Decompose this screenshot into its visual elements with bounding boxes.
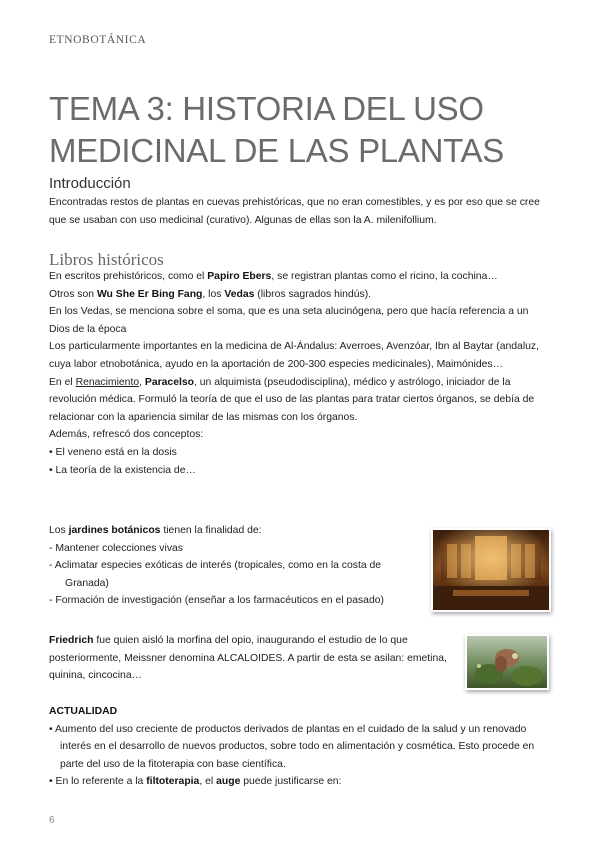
libros-p2: Otros son Wu She Er Bing Fang, los Vedas (libros sagrados hindús). bbox=[49, 288, 372, 300]
jardines-intro: Los jardines botánicos tienen la finalidad de: bbox=[49, 525, 262, 536]
botanical-garden-photo bbox=[431, 528, 551, 612]
actualidad-heading: ACTUALIDAD bbox=[49, 706, 118, 717]
list-item: • Aumento del uso creciente de productos derivados de plantas en el cuidado de la salud y un renovado interés en el desarrollo de nuevos productos, sobre todo en alimentación y cosmética. Esto procede en parte del uso de la fitoterapia con base científica. bbox=[49, 723, 535, 770]
libros-p1: En escritos prehistóricos, como el Papiro Ebers, se registran plantas como el ricino, la cochina… bbox=[49, 271, 498, 282]
list-item: - Mantener colecciones vivas bbox=[49, 542, 183, 554]
list-item: • La teoría de la existencia de… bbox=[49, 464, 196, 476]
page-number: 6 bbox=[49, 815, 55, 826]
libros-p5: En el Renacimiento, Paracelso, un alquimista (pseudodisciplina), médico y astrólogo, iniciador de la revolución médica. Formuló la teoría de que el uso de las plantas para tratar ciertos órganos, se debía de relacionar con la apariencia similar de las mismas con los órganos. bbox=[49, 376, 535, 423]
libros-section bbox=[49, 268, 549, 479]
friedrich-section: Friedrich fue quien aisló la morfina del opio, inaugurando el estudio de lo que posteriormente, Meissner denomina ALCALOIDES. A partir de esta se asilan: emetina, quinina, cincocina… bbox=[49, 635, 447, 682]
jardines-section bbox=[49, 522, 419, 610]
libros-p4: Los particularmente importantes en la medicina de Al-Ándalus: Averroes, Avenzóar, Ibn al Baytar (andaluz, cuya labor etnobotánica, ayudo en la aportación de 200-300 especies medicinales), Maimónides… bbox=[49, 341, 539, 370]
page-title: TEMA 3: HISTORIA DEL USO MEDICINAL DE LAS PLANTAS bbox=[49, 90, 504, 169]
actualidad-section bbox=[49, 703, 549, 791]
plant-harvest-photo bbox=[465, 634, 549, 690]
renacimiento-link: Renacimiento bbox=[75, 376, 140, 388]
list-item: • El veneno está en la dosis bbox=[49, 446, 177, 458]
list-item: - Formación de investigación (enseñar a los farmacéuticos en el pasado) bbox=[49, 595, 384, 607]
libros-p3: En los Vedas, se menciona sobre el soma, que es una seta alucinógena, pero que hacía referencia a un Dios de la época bbox=[49, 306, 529, 335]
list-item: - Aclimatar especies exóticas de interés (tropicales, como en la costa de Granada) bbox=[49, 560, 382, 589]
intro-paragraph: Encontradas restos de plantas en cuevas prehistóricas, que no eran comestibles, y es por eso que se cree que se usaban con uso medicinal (curativo). Algunas de ellas son la A. milenifollium. bbox=[49, 197, 540, 226]
running-header: ETNOBOTÁNICA bbox=[49, 34, 147, 46]
libros-heading: Libros históricos bbox=[49, 250, 164, 269]
libros-p6: Además, refrescó dos conceptos: bbox=[49, 429, 204, 441]
list-item: • En lo referente a la filtoterapia, el auge puede justificarse en: bbox=[49, 776, 342, 788]
intro-heading: Introducción bbox=[49, 175, 131, 192]
